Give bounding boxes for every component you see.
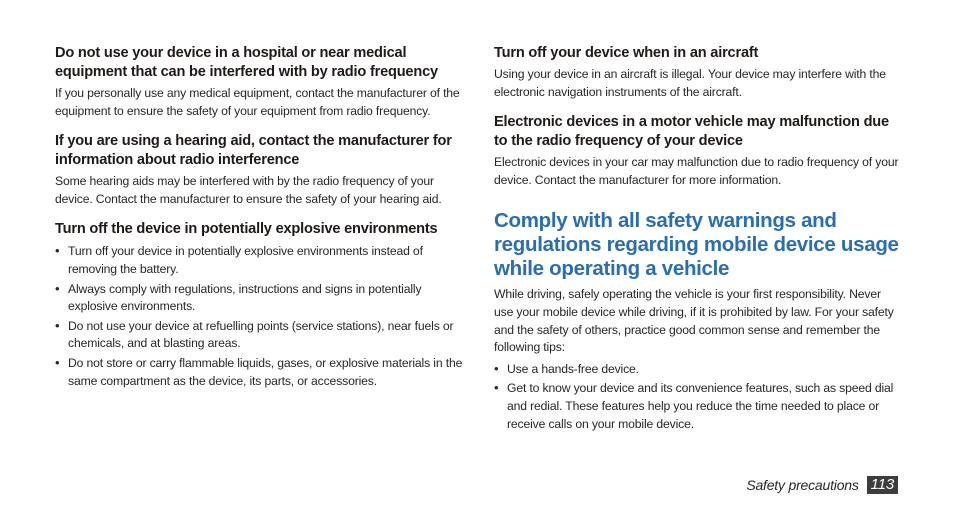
list-item-text: Do not use your device at refuelling points (service stations), near fuels or chemicals, and at blasting areas. — [68, 318, 454, 351]
list-item-text: Always comply with regulations, instructions and signs in potentially explosive environments. — [68, 281, 422, 314]
left-column — [55, 44, 465, 402]
list-item-text: Get to know your device and its convenience features, such as speed dial and redial. These features help you reduce the time needed to place or receive calls on your mobile device. — [507, 381, 894, 431]
aircraft-body: Using your device in an aircraft is illegal. Your device may interfere with the electronic navigation instruments of the aircraft. — [494, 67, 886, 99]
hearing-aid-section — [55, 132, 465, 208]
explosive-heading: Turn off the device in potentially explosive environments — [55, 221, 438, 238]
list-item — [55, 355, 465, 390]
vehicle-electronics-body: Electronic devices in your car may malfunction due to radio frequency of your device. Contact the manufacturer for more information. — [494, 155, 899, 187]
hospital-heading: Do not use your device in a hospital or near medical equipment that can be interfered with by radio frequency — [55, 45, 438, 80]
aircraft-section — [494, 44, 899, 101]
hospital-section — [55, 44, 465, 120]
vehicle-safety-body: While driving, safely operating the vehicle is your first responsibility. Never use your mobile device while driving, if it is prohibited by law. For your safety and the safety of others, practice good common sense and remember the following tips: — [494, 287, 894, 355]
bullet-glyph: • — [55, 243, 60, 259]
right-column — [494, 44, 899, 435]
bullet-glyph: • — [55, 317, 60, 333]
bullet-glyph: • — [494, 380, 499, 396]
list-item — [55, 318, 465, 353]
list-item — [55, 281, 465, 316]
vehicle-safety-section — [494, 209, 899, 433]
list-item-text: Turn off your device in potentially explosive environments instead of removing the battery. — [68, 244, 423, 276]
list-item — [494, 380, 899, 433]
bullet-glyph: • — [55, 354, 60, 370]
page-footer — [746, 476, 898, 494]
aircraft-heading: Turn off your device when in an aircraft — [494, 45, 759, 61]
hearing-aid-heading: If you are using a hearing aid, contact the manufacturer for information about radio interference — [55, 133, 452, 169]
vehicle-safety-bullet-list — [494, 361, 899, 433]
list-item-text: Do not store or carry flammable liquids, gases, or explosive materials in the same compartment as the device, its parts, or accessories. — [68, 355, 463, 388]
vehicle-safety-title: Comply with all safety warnings and regulations regarding mobile device usage while operating a vehicle — [494, 209, 899, 281]
page-number: 113 — [867, 476, 898, 494]
vehicle-electronics-section — [494, 113, 899, 189]
list-item — [494, 361, 899, 379]
hospital-body: If you personally use any medical equipment, contact the manufacturer of the equipment to ensure the safety of your equipment from radio frequency. — [55, 86, 460, 118]
vehicle-electronics-heading: Electronic devices in a motor vehicle may malfunction due to the radio frequency of your device — [494, 114, 889, 150]
explosive-section — [55, 220, 465, 390]
list-item-text: Use a hands-free device. — [507, 361, 639, 376]
bullet-glyph: • — [55, 280, 60, 296]
footer-section-label: Safety precautions — [746, 477, 859, 493]
hearing-aid-body: Some hearing aids may be interfered with by the radio frequency of your device. Contact the manufacturer to ensure the safety of your hearing aid. — [55, 174, 442, 206]
explosive-bullet-list — [55, 243, 465, 390]
list-item — [55, 243, 465, 278]
bullet-glyph: • — [494, 360, 499, 376]
